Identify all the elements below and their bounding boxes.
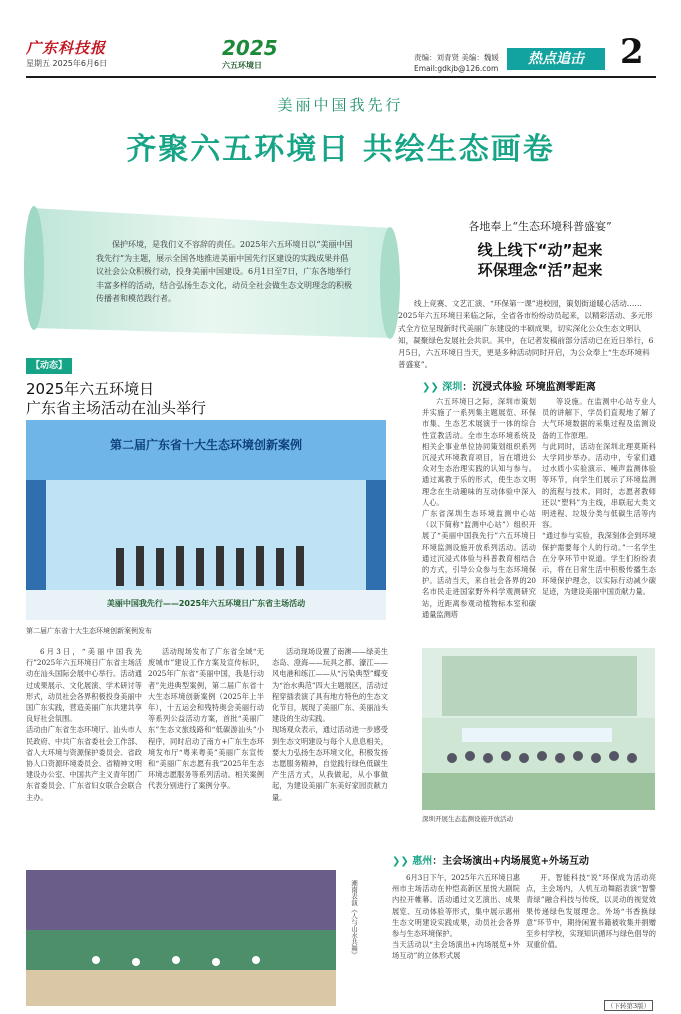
shenzhen-section-header (422, 378, 596, 393)
shenzhen-photo-caption: 深圳开展生态监测设施开放活动 (422, 815, 513, 823)
article-column-1: 6月3日，“美丽中国我先行”2025年六五环境日广东省主场活动在汕头国际会展中心举行。活动通过成果展示、文化展演、学术研讨等形式，动员社会各界积极投身美丽中国广东实践，营造美丽广东共建共享良好社会氛围。 活动由广东省生态环境厅、汕头市人民政府、中共广东省委社会工作部、省人大环境与资源保护委员会、省政协人口资源环境委员会、省精神文明建设办公室、中国共产主义青年团广东省委员会、广东省妇女联合会联合主办。 (26, 647, 142, 802)
article-column-2: 活动现场发布了广东省全域“无废城市”建设工作方案及宣传标识，2025年广东省“美丽中国，我是行动者”先进典型案例，第二届广东省十大生态环境创新案例（2025年上半年），十五运会和残特奥会美丽行动等系列公益活动方案，首批“美丽广东”生态文旅线路和“低碳游汕头”小程序，同时启动了南方+广东生态环境发布厅“粤来粤美”美丽广东宣传和“美丽广东志愿有我”2025年生态环境志愿服务等系列活动。相关案例代表分别进行了案例分享。 (148, 647, 264, 791)
section-label: 热点追击 (507, 48, 605, 70)
photo-bottom-text: 美丽中国我先行——2025年六五环境日广东省主场活动 (106, 599, 306, 608)
side-kicker: 各地奉上“生态环境科普盛宴” (468, 220, 612, 233)
page-number: 2 (620, 32, 644, 72)
shenzhen-column-2: 等设施。在监测中心站专业人员的讲解下，学员们直观地了解了大气环境数据的采集过程及监测设备的工作原理。 与此同时，活动在深圳北理莫斯科大学同步举办。活动中，专家们通过水质小实验演示、噪声监测体验等环节，向学生们展示了环境监测的流程与技术。同时，志愿者教师还以“塑料”为主线，串联起大类文明进程、垃圾分类与低碳生活等内容。 “通过参与实验，我深刻体会到环境保护需要每个人的行动。”一名学生在分享环节中说道。学生们纷纷表示，将在日常生活中积极传播生态环境保护理念，以实际行动减少碳足迹，为建设美丽中国贡献力量。 (542, 397, 656, 597)
email-line: Email:gdkjb@126.com (414, 64, 499, 73)
intro-paragraph: 保护环境，是我们义不容辞的责任。2025年六五环境日以“美丽中国我先行”为主题，展示全国各地推进美丽中国先行区建设的实践成果并倡议社会公众积极行动，投身美丽中国建设。6月1日至7日，广东各地举行丰富多样的活动，结合弘扬生态文化，动员全社会做生态文明理念的积极传播者和模范践行者。 (96, 240, 353, 303)
side-headline (430, 240, 650, 280)
huizhou-city: 惠州 (412, 856, 433, 867)
article-column-3: 活动现场设置了南澳——绿美生态岛、澄海——玩具之都、濠江——风电港和练江——从“污染典型”蝶变为“治水典范”四大主题展区，活动过程穿插表演了具有地方特色的生态文化节目，展现了美丽广东、美丽汕头建设的生动实践。 现场观众表示，通过活动进一步感受到生态文明建设与每个人息息相关，要大力弘扬生态环境文化，积极发扬志愿服务精神，自觉践行绿色低碳生产生活方式，从我做起，从小事做起，为建设美丽广东美好家园贡献力量。 (272, 647, 388, 802)
side-headline-line2: 环保理念“活”起来 (477, 261, 603, 279)
photo-banner-text: 第二届广东省十大生态环境创新案例 (109, 438, 302, 452)
paper-logo: 广东科技报 (26, 39, 107, 57)
event-stage-photo (26, 420, 386, 620)
huizhou-head: ：主会场演出+内场展览+外场互动 (432, 856, 590, 867)
double-chevron-icon: ❯❯ (392, 856, 413, 867)
continued-note: （下转第3版） (604, 1000, 653, 1011)
huizhou-section-header (392, 852, 589, 867)
article-title-line1: 2025年六五环境日 (26, 380, 155, 398)
huizhou-column-1: 6月3日下午，2025年六五环境日惠州市主场活动在仲恺高新区星悦大剧院内拉开帷幕。活动通过文艺演出、成果展览、互动体验等形式，集中展示惠州生态文明建设实践成果，动员社会各界参与生态环境保护。 当天活动以“主会场演出+内场展览+外场互动”的立体形式展 (392, 873, 520, 961)
editor-line: 责编：刘青贤 美编：魏媛 (414, 53, 499, 62)
article-title-line2: 广东省主场活动在汕头举行 (26, 399, 207, 417)
editor-info (414, 52, 499, 74)
year-badge: 2025 (222, 36, 278, 60)
article-title (26, 380, 386, 418)
page-kicker: 美丽中国我先行 (277, 96, 404, 114)
performance-caption: 潮南表演《人与山水共舞》 (350, 880, 358, 958)
issue-date: 星期五 2025年6月6日 (26, 59, 108, 68)
shenzhen-city: 深圳 (442, 382, 463, 393)
shenzhen-head: ：沉浸式体验 环境监测零距离 (462, 382, 596, 393)
shenzhen-group-photo (422, 648, 655, 810)
performance-photo (26, 870, 336, 1006)
photo-caption: 第二届广东省十大生态环境创新案例发布 (26, 627, 152, 635)
side-lead: 线上竞赛、文艺汇演、“环保第一课”进校园，策划街道暖心活动……2025年六五环境日来临之际，全省各市纷纷动员起来，以精彩活动、多元形式全方位呈现新时代美丽广东建设的丰硕成果，切实深化公众生态文明认知，凝聚绿色发展社会共识。其中，在记者发稿前部分活动已在近日举行，6月5日，六五环境日当天，更是多种活动同时开启，为公众奉上“生态环境科普盛宴”。 (398, 299, 654, 370)
double-chevron-icon: ❯❯ (422, 382, 443, 393)
masthead-rule (26, 76, 656, 78)
shenzhen-column-1: 六五环境日之际，深圳市策划并实施了一系列集主题展览、环保市集、生态艺术展演于一体的综合性宣教活动。全市生态环境系统及相关企事业单位协同策划组织系列沉浸式环境教育项目，旨在增进公众对生态治理实践的认知与参与。通过寓教于乐的形式，使生态文明理念在生动趣味的互动体验中深入人心。 广东省深圳生态环境监测中心站（以下简称“监测中心站”）组织开展了“美丽中国我先行”六五环境日环境监测设施开放系列活动。活动通过沉浸式体验与科普教育相结合的方式，引导公众参与生态环境保护。活动当天，来自社会各界的20名市民走进国家野外科学观测研究站，近距离参观动植物标本室和碳通量监测塔 (422, 397, 536, 619)
year-badge-sub: 六五环境日 (222, 61, 262, 70)
page-headline: 齐聚六五环境日 共绘生态画卷 (126, 132, 555, 167)
huizhou-column-2: 开。智能科技“说”环保成为活动亮点，主会场内，人机互动舞蹈表演“智警青绿”融合科技与传统，以灵动的视觉效果传递绿色发展理念。外场“书香换绿意”环节中，期待闲置书籍被收集并捐赠至乡村学校，实现知识循环与绿色倡导的双重价值。 (526, 873, 656, 950)
side-headline-line1: 线上线下“动”起来 (477, 241, 603, 259)
dynamic-tag: 【动态】 (26, 358, 72, 374)
